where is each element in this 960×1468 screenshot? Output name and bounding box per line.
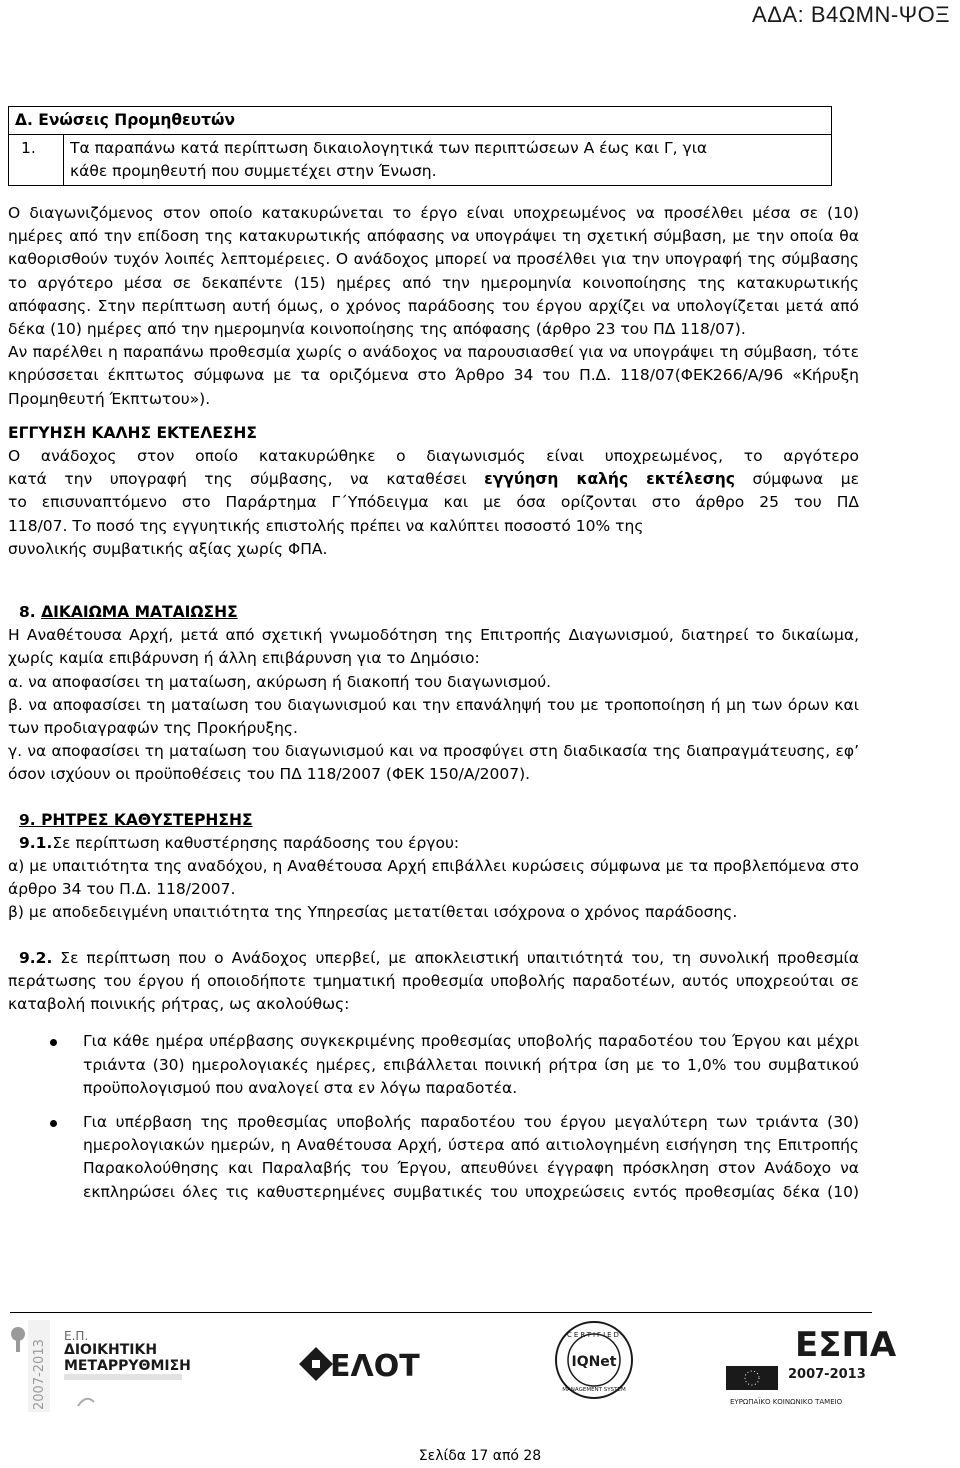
row-text bbox=[64, 135, 832, 186]
section-9-title: 9. ΡΗΤΡΕΣ ΚΑΘΥΣΤΕΡΗΣΗΣ bbox=[19, 810, 253, 829]
guarantee-line-4: 118/07. Το ποσό της εγγυητικής επιστολής πρέπει να καλύπτει ποσοστό 10% της bbox=[8, 516, 644, 535]
ep-line-1: ΔΙΟΙΚΗΤΙΚΗ bbox=[64, 1342, 158, 1358]
espa-years: 2007-2013 bbox=[788, 1367, 866, 1382]
penalty-bullet-2: Για υπέρβαση της προθεσμίας υποβολής παραδοτέου του έργου μεγαλύτερη των τριάντα (30) ημερολογιακών ημερών, η Αναθέτουσα Αρχή, ύστερα από αιτιολογημένη εισήγηση της Επιτροπής Παρακολούθησης και Παραλαβής του Έργου, απευθύνει έγγραφη πρόσκληση στον Ανάδοχο να εκπληρώσει όλες τις καθυστερημένες συμβατικές του υποχρεώσεις εντός προθεσμίας δέκα (10) bbox=[83, 1112, 859, 1201]
supplier-unions-table bbox=[8, 106, 832, 186]
guarantee-line-3: το επισυναπτόμενο στο Παράρτημα Γ΄Υπόδειγμα και με όσα ορίζονται στο άρθρο 25 του ΠΔ bbox=[8, 493, 859, 512]
bullet-icon bbox=[50, 1039, 57, 1046]
section-9-2-text: Σε περίπτωση που ο Ανάδοχος υπερβεί, με αποκλειστική υπαιτιότητά του, τη συνολική προθεσμία περάτωσης του έργου ή οποιοδήποτε τμηματική προθεσμία υποβολής παραδοτέων, αυτός υποχρεούται σε καταβολή ποινικής ρήτρας, ως ακολούθως: bbox=[8, 948, 859, 1014]
list-item bbox=[8, 1111, 859, 1204]
section-8-b: β. να αποφασίσει τη ματαίωση του διαγωνισμού και την επανάληψή του με τροποποίηση ή μη των όρων και των προδιαγραφών της Προκήρυξης. bbox=[8, 695, 859, 738]
row-number: 1. bbox=[9, 135, 64, 186]
espa-logo bbox=[726, 1325, 897, 1406]
ep-logo bbox=[64, 1329, 191, 1406]
list-item bbox=[8, 1030, 859, 1100]
section-9-1-b: β) με αποδεδειγμένη υπαιτιότητα της Υπηρεσίας μετατίθεται ισόχρονα ο χρόνος παράδοσης. bbox=[8, 903, 738, 922]
section-8-intro: Η Αναθέτουσα Αρχή, μετά από σχετική γνωμοδότηση της Επιτροπής Διαγωνισμού, διατηρεί το δικαίωμα, χωρίς καμία επιβάρυνση ή άλλη επιβάρυνση για το Δημόσιο: bbox=[8, 626, 859, 668]
espa-text: ΕΣΠΑ bbox=[795, 1325, 897, 1365]
guarantee-heading: ΕΓΓΥΗΣΗ ΚΑΛΗΣ ΕΚΤΕΛΕΣΗΣ bbox=[8, 423, 257, 442]
ep-small: Ε.Π. bbox=[64, 1329, 89, 1343]
row-text-line-2: κάθε προμηθευτή που συμμετέχει στην Ένωση. bbox=[70, 162, 437, 180]
row-text-line-1: Τα παραπάνω κατά περίπτωση δικαιολογητικά των περιπτώσεων Α έως και Γ, για bbox=[70, 139, 708, 157]
iqnet-mid: IQNet bbox=[571, 1354, 617, 1370]
contract-paragraph: Ο διαγωνιζόμενος στον οποίο κατακυρώνεται το έργο είναι υποχρεωμένος να προσέλθει μέσα σε (10) ημέρες από την επίδοση της κατακυρωτικής απόφασης να υπογράψει τη σχετική σύμβαση, με την οποία θα καθορισθούν τυχόν λοιπές λεπτομέρειες. Ο ανάδοχος μπορεί να προσέλθει για την υπογραφή της σύμβασης το αργότερο μέσα σε δεκαπέντε (15) ημέρες από την ημερομηνία κοινοποίησης της κατακυρωτικής απόφασης. Στην περίπτωση αυτή όμως, ο χρόνος παράδοσης του έργου αρχίζει να υπολογίζεται μετά από δέκα (10) ημέρες από την ημερομηνία κοινοποίησης της απόφασης (άρθρο 23 του ΠΔ 118/07). bbox=[8, 204, 859, 339]
espa-fund: ΕΥΡΩΠΑΪΚΟ ΚΟΙΝΩΝΙΚΟ ΤΑΜΕΙΟ bbox=[730, 1398, 843, 1406]
iqnet-bottom: MANAGEMENT SYSTEM bbox=[562, 1387, 626, 1393]
guarantee-bold: εγγύηση καλής εκτέλεσης bbox=[484, 470, 735, 489]
elot-logo bbox=[299, 1347, 420, 1384]
page-number: Σελίδα 17 από 28 bbox=[418, 1448, 542, 1464]
guarantee-line-2 bbox=[8, 468, 859, 491]
section-8-c: γ. να αποφασίσει τη ματαίωση του διαγωνισμού και να προσφύγει στη διαδικασία της διαπραγμάτευσης, εφ’ όσον ισχύουν οι προϋποθέσεις του ΠΔ 118/2007 (ΦΕΚ 150/Α/2007). bbox=[8, 742, 859, 784]
ada-code: ΑΔΑ: Β4ΩΜΝ-ΨΟΞ bbox=[752, 2, 950, 27]
section-9-1-text: Σε περίπτωση καθυστέρησης παράδοσης του έργου: bbox=[52, 833, 460, 852]
ep-line-2: ΜΕΤΑΡΡΥΘΜΙΣΗ bbox=[64, 1358, 191, 1374]
ep-years-strip bbox=[28, 1320, 50, 1412]
elot-text: ΕΛΟΤ bbox=[330, 1349, 420, 1384]
section-9-1-a: α) με υπαιτιότητα της αναδόχου, η Αναθέτουσα Αρχή επιβάλλει κυρώσεις σύμφωνα με τα προβλεπόμενα στο άρθρο 34 του Π.Δ. 118/2007. bbox=[8, 857, 859, 899]
guarantee-line-2a: κατά την υπογραφή της σύμβασης, να καταθέσει bbox=[8, 470, 485, 489]
section-8-title: ΔΙΚΑΙΩΜΑ ΜΑΤΑΙΩΣΗΣ bbox=[41, 603, 238, 622]
section-8-a: α. να αποφασίσει τη ματαίωση, ακύρωση ή διακοπή του διαγωνισμού. bbox=[8, 672, 552, 691]
forfeiture-paragraph: Αν παρέλθει η παραπάνω προθεσμία χωρίς ο ανάδοχος να παρουσιασθεί για να υπογράψει τη σύμβαση, τότε κηρύσσεται έκπτωτος σύμφωνα με τα οριζόμενα στο Άρθρο 34 του Π.Δ. 118/07(ΦΕΚ266/Α/96 «Κήρυξη Προμηθευτή Έκπτωτου»). bbox=[8, 343, 859, 408]
ep-years: 2007-2013 bbox=[32, 1339, 47, 1410]
eu-flag-icon bbox=[726, 1366, 778, 1390]
section-9-2-number: 9.2. bbox=[19, 948, 53, 967]
penalty-bullet-1: Για κάθε ημέρα υπέρβασης συγκεκριμένης προθεσμίας υποβολής παραδοτέου του Έργου και μέχρι τριάντα (30) ημερολογιακές ημέρες, επιβάλλεται ποινική ρήτρα ίση με το 1,0% του συμβατικού προϋπολογισμού που αναλογεί στα εν λόγω παραδοτέα. bbox=[83, 1032, 859, 1097]
table-title: Δ. Ενώσεις Προμηθευτών bbox=[9, 107, 832, 135]
iqnet-top: CERTIFIED bbox=[567, 1331, 621, 1339]
guarantee-line-2c: σύμφωνα με bbox=[735, 470, 859, 489]
bullet-icon bbox=[50, 1120, 57, 1127]
section-8-number: 8. bbox=[19, 603, 42, 622]
document-body bbox=[8, 202, 859, 1204]
section-9-1-number: 9.1. bbox=[19, 833, 53, 852]
penalty-list bbox=[8, 1030, 859, 1203]
footer-rule bbox=[10, 1312, 872, 1313]
footer-logos bbox=[0, 1318, 960, 1418]
iqnet-logo bbox=[556, 1322, 632, 1398]
greek-emblem-icon bbox=[11, 1327, 25, 1352]
guarantee-line-1: Ο ανάδοχος στον οποίο κατακυρώθηκε ο διαγωνισμός είναι υποχρεωμένος, το αργότερο bbox=[8, 447, 859, 466]
guarantee-line-5: συνολικής συμβατικής αξίας χωρίς ΦΠΑ. bbox=[8, 539, 328, 558]
